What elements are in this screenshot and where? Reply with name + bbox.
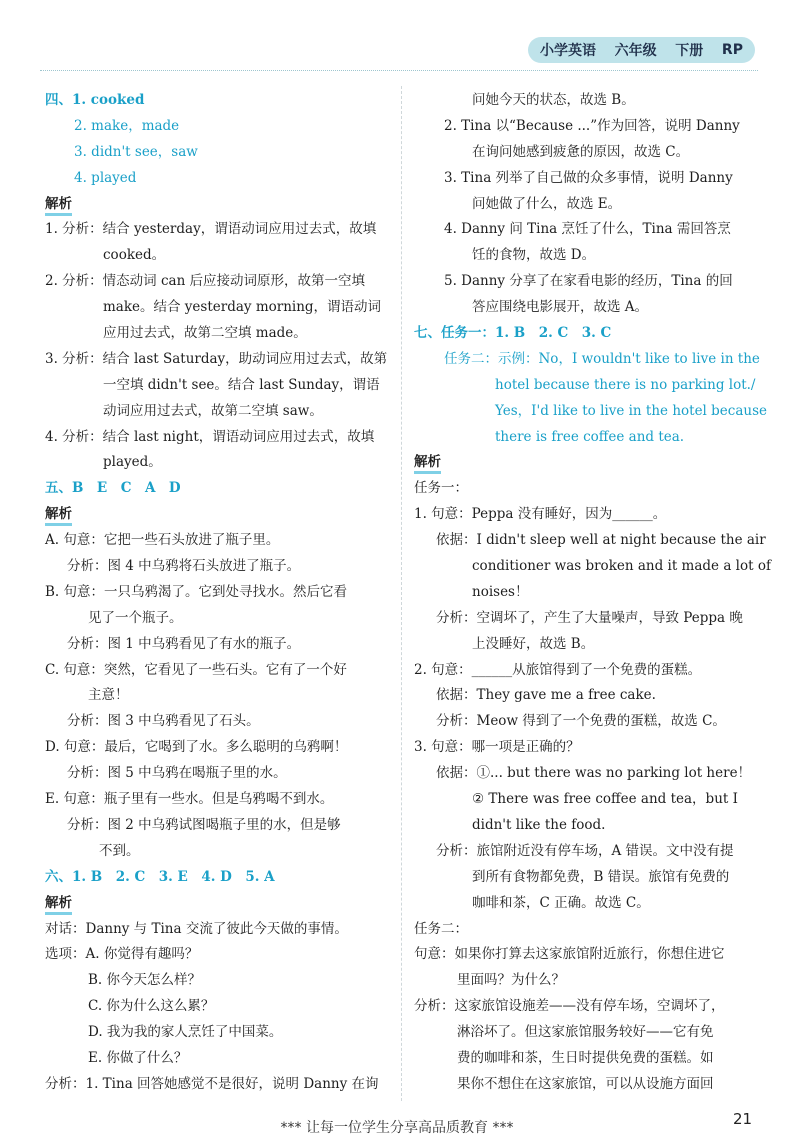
text-line: 依据：①... but there was no parking lot here！ xyxy=(436,765,752,782)
text-line: 5. Danny 分享了在家看电影的经历，Tina 的回 xyxy=(444,273,733,290)
header-divider xyxy=(40,70,758,71)
text-line: played。 xyxy=(103,454,162,471)
text-line: 果你不想住在这家旅馆，可以从设施方面回 xyxy=(457,1075,714,1092)
text-line: 上没睡好，故选 B。 xyxy=(472,635,595,652)
left-column xyxy=(45,88,387,1098)
text-line: 2. 分析：情态动词 can 后应接动词原形，故第一空填 xyxy=(45,273,366,290)
text-line: 依据：They gave me a free cake. xyxy=(436,687,656,704)
header-subject: 小学英语 xyxy=(540,43,596,59)
text-line: 任务二：示例：No，I wouldn't like to live in the xyxy=(444,350,760,367)
section-heading xyxy=(45,891,387,917)
text-line: 3. 句意：哪一项是正确的？ xyxy=(414,739,580,756)
text-line: 1. 分析：结合 yesterday，谓语动词应用过去式，故填 xyxy=(45,221,377,238)
text-line: C. 句意：突然，它看见了一些石头。它有了一个好 xyxy=(45,661,347,678)
text-line: 3. 分析：结合 last Saturday，助动词应用过去式，故第 xyxy=(45,350,388,367)
page-number: 21 xyxy=(733,1110,753,1128)
text-line: 分析：这家旅馆设施差——没有停车场，空调坏了， xyxy=(414,998,725,1015)
text-line: 到所有食物都免费，B 错误。旅馆有免费的 xyxy=(472,868,730,885)
text-line: didn't like the food. xyxy=(472,816,606,833)
text-line: 咖啡和茶，C 正确。故选 C。 xyxy=(472,894,650,911)
text-line: 任务一： xyxy=(414,480,468,497)
text-line: 问她今天的状态，故选 B。 xyxy=(472,92,635,108)
text-line: B. 你今天怎么样？ xyxy=(88,972,202,989)
section-heading xyxy=(45,192,387,218)
text-line: 2. 句意：______从旅馆得到了一个免费的蛋糕。 xyxy=(414,661,702,678)
analysis-label: 解析 xyxy=(45,506,72,526)
text-line: 句意：如果你打算去这家旅馆附近旅行，你想住进它 xyxy=(414,946,725,963)
text-line: 1. 句意：Peppa 没有睡好，因为______。 xyxy=(414,506,667,523)
header-volume: 下册 xyxy=(675,43,704,59)
text-line: conditioner was broken and it made a lot of xyxy=(472,558,771,575)
text-line: 3. Tina 列举了自己做的众多事情，说明 Danny xyxy=(444,169,733,186)
column-divider xyxy=(401,86,402,1101)
text-line: 依据：I didn't sleep well at night because the air xyxy=(436,532,766,549)
header-grade: 六年级 xyxy=(614,43,657,59)
text-line: E. 句意：瓶子里有一些水。但是乌鸦喝不到水。 xyxy=(45,791,334,808)
text-line: A. 句意：它把一些石头放进了瓶子里。 xyxy=(45,532,280,549)
header-edition: RP xyxy=(721,42,743,58)
text-line: 一空填 didn't see。结合 last Sunday，谓语 xyxy=(103,376,380,393)
right-column xyxy=(414,88,771,1098)
text-line: 任务二： xyxy=(414,920,468,937)
analysis-label: 解析 xyxy=(45,196,72,216)
text-line: 分析：旅馆附近没有停车场，A 错误。文中没有提 xyxy=(436,842,734,859)
text-line: 4. 分析：结合 last night，谓语动词应用过去式，故填 xyxy=(45,428,375,445)
text-line: hotel because there is no parking lot./ xyxy=(468,376,756,393)
text-line: 分析：图 3 中乌鸦看见了石头。 xyxy=(67,713,260,730)
text-line: 分析：图 4 中乌鸦将石头放进了瓶子。 xyxy=(67,558,301,575)
text-line: make。结合 yesterday morning，谓语动词 xyxy=(103,299,382,316)
text-line: 里面吗？为什么？ xyxy=(457,972,565,989)
text-line: 问她做了什么，故选 E。 xyxy=(472,195,622,212)
text-line: 淋浴坏了。但这家旅馆服务较好——它有免 xyxy=(457,1024,714,1041)
text-line: C. 你为什么这么累？ xyxy=(88,998,215,1015)
text-line: 见了一个瓶子。 xyxy=(88,609,183,626)
text-line: 分析：1. Tina 回答她感觉不是很好，说明 Danny 在询 xyxy=(45,1075,379,1092)
text-line: ② There was free coffee and tea，but I xyxy=(472,791,738,808)
text-line: 分析：空调坏了，产生了大量噪声，导致 Peppa 晚 xyxy=(436,609,743,626)
text-line: noises！ xyxy=(472,583,529,600)
text-line: 4. played xyxy=(74,169,137,186)
text-line: 对话：Danny 与 Tina 交流了彼此今天做的事情。 xyxy=(45,920,348,937)
text-line: 动词应用过去式，故第二空填 saw。 xyxy=(103,402,323,419)
text-line: Yes，I'd like to live in the hotel because xyxy=(468,402,768,419)
footer-slogan: *** 让每一位学生分享高品质教育 *** xyxy=(280,1120,514,1136)
text-line: 应用过去式，故第二空填 made。 xyxy=(103,325,307,342)
text-line: 七、任务一：1. B 2. C 3. C xyxy=(414,325,612,342)
text-line: cooked。 xyxy=(103,247,166,264)
analysis-label: 解析 xyxy=(45,895,72,915)
text-line: 分析：图 2 中乌鸦试图喝瓶子里的水，但是够 xyxy=(67,816,341,833)
text-line: 五、B E C A D xyxy=(45,480,181,497)
text-line: 答应围绕电影展开，故选 A。 xyxy=(472,299,649,316)
text-line: 费的咖啡和茶，生日时提供免费的蛋糕。如 xyxy=(457,1049,714,1066)
text-line: there is free coffee and tea. xyxy=(468,428,685,445)
text-line: 分析：Meow 得到了一个免费的蛋糕，故选 C。 xyxy=(436,713,726,730)
text-line: 饪的食物，故选 D。 xyxy=(472,247,596,264)
header-badge xyxy=(528,37,755,63)
text-line: D. 句意：最后，它喝到了水。多么聪明的乌鸦啊！ xyxy=(45,739,348,756)
text-line: 六、1. B 2. C 3. E 4. D 5. A xyxy=(45,868,275,885)
text-line: 2. Tina 以“Because ...”作为回答，说明 Danny xyxy=(444,117,740,134)
text-line: 在询问她感到疲惫的原因，故选 C。 xyxy=(472,143,690,160)
text-line: 不到。 xyxy=(99,842,140,859)
analysis-label: 解析 xyxy=(414,454,441,474)
text-line: 主意！ xyxy=(88,687,129,704)
text-line: B. 句意：一只乌鸦渴了。它到处寻找水。然后它看 xyxy=(45,583,348,600)
text-line: 四、1. cooked xyxy=(45,92,145,108)
text-line: 4. Danny 问 Tina 烹饪了什么，Tina 需回答烹 xyxy=(444,221,731,238)
section-heading xyxy=(45,502,387,528)
text-line: 选项：A. 你觉得有趣吗？ xyxy=(45,946,199,963)
text-line: 3. didn't see，saw xyxy=(74,143,198,160)
text-line: 分析：图 1 中乌鸦看见了有水的瓶子。 xyxy=(67,635,301,652)
section-heading xyxy=(414,450,760,476)
text-line: D. 我为我的家人烹饪了中国菜。 xyxy=(88,1024,283,1041)
text-line: 分析：图 5 中乌鸦在喝瓶子里的水。 xyxy=(67,765,287,782)
text-line: 2. make，made xyxy=(74,117,180,134)
text-line: E. 你做了什么？ xyxy=(88,1049,188,1066)
